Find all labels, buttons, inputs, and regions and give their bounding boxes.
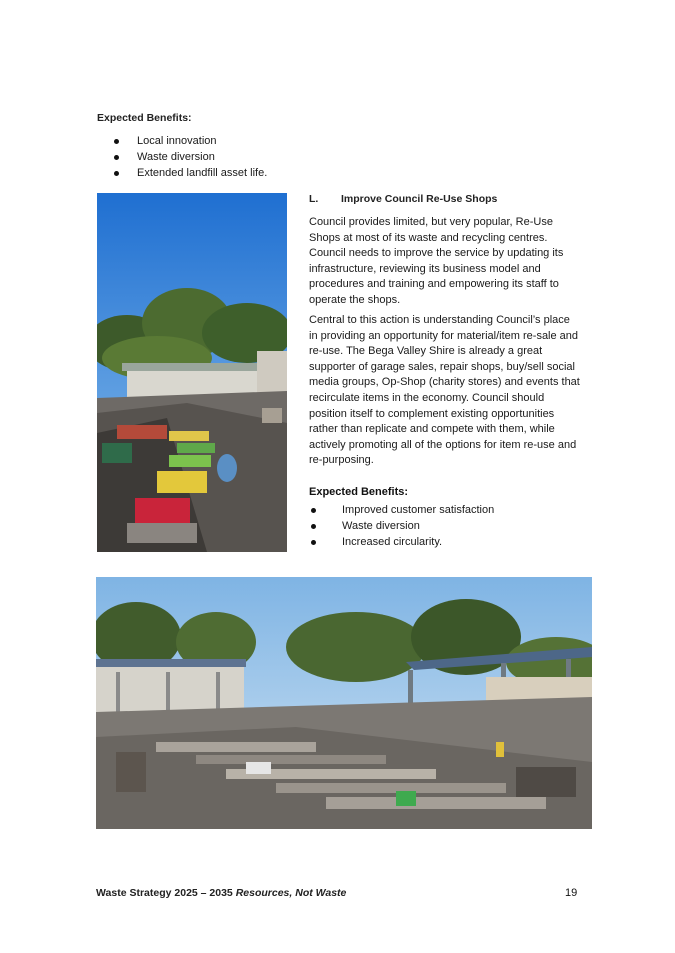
list-item: Improved customer satisfaction xyxy=(309,502,494,518)
list-item: Increased circularity. xyxy=(309,534,494,550)
list-item: Waste diversion xyxy=(112,149,267,165)
section-benefits-list xyxy=(309,502,494,550)
list-item: Extended landfill asset life. xyxy=(112,165,267,181)
bullet-icon xyxy=(311,524,316,529)
bullet-icon xyxy=(114,155,119,160)
section-letter: L. xyxy=(309,193,319,205)
top-benefits-list xyxy=(112,133,267,181)
bullet-icon xyxy=(114,139,119,144)
section-heading xyxy=(309,193,497,205)
bullet-icon xyxy=(311,540,316,545)
section-title: Improve Council Re-Use Shops xyxy=(341,193,498,205)
footer-subtitle: Resources, Not Waste xyxy=(235,887,347,899)
recycling-yard-photo xyxy=(96,577,592,829)
page-number: 19 xyxy=(565,887,578,899)
bullet-icon xyxy=(311,508,316,513)
section-paragraph-2: Central to this action is understanding Council’s place in providing an opportunity for material/item re-sale and re-use. The Bega Valley Shire is already a great supporter of garage sales, repair shops, buy/sell social media groups, Op-Shop (charity stores) and events that recirculate items in the economy. Council should position itself to complement existing opportunities rather than replicate and compete with them, while actively promoting all of the options for item re-use and re-purposing. xyxy=(309,314,580,467)
reuse-shop-photo xyxy=(97,193,287,552)
list-item: Local innovation xyxy=(112,133,267,149)
section-paragraph-1: Council provides limited, but very popular, Re-Use Shops at most of its waste and recycling centres. Council needs to improve the service by updating its infrastructure, reviewing its business model and procedures and training and empowering its staff to operate the shops. xyxy=(309,216,564,306)
top-benefits-heading: Expected Benefits: xyxy=(97,112,192,124)
list-item: Waste diversion xyxy=(309,518,494,534)
section-benefits-heading: Expected Benefits: xyxy=(309,486,409,498)
bullet-icon xyxy=(114,171,119,176)
footer-title: Waste Strategy 2025 – 2035 Resources, Not Waste xyxy=(96,887,347,899)
